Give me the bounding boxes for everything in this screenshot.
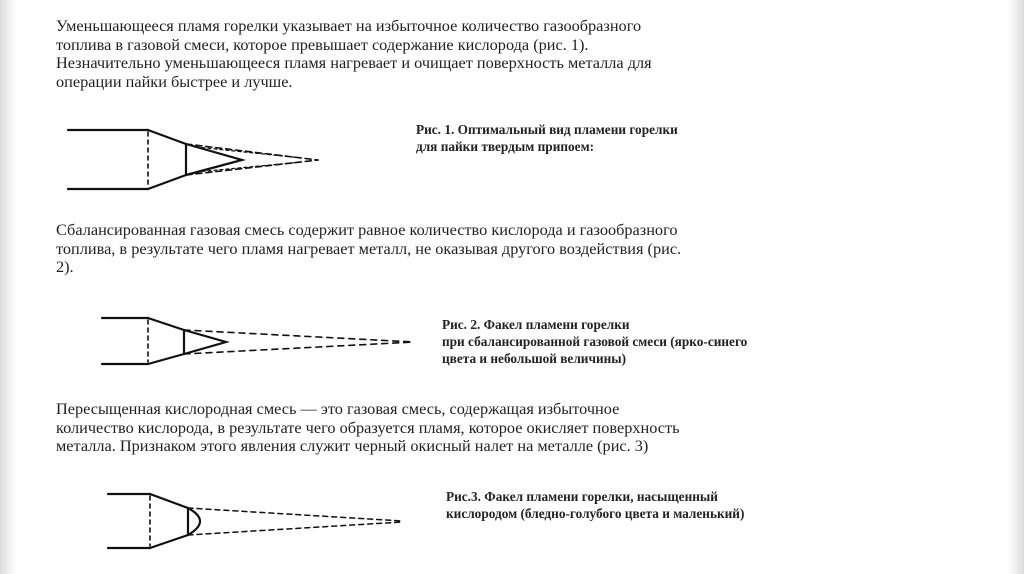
page-edge-shadow-right <box>1008 0 1024 574</box>
torch-nozzle-tip-top <box>148 318 184 330</box>
figure-2-caption: Рис. 2. Факел пламени горелки при сбалансированной газовой смеси (ярко-синего цвета и небольшой величины) <box>442 317 748 366</box>
torch-nozzle-tip-bottom <box>148 175 186 189</box>
figure-2-flame-diagram <box>100 312 420 372</box>
torch-nozzle-tip-bottom <box>148 354 184 364</box>
torch-nozzle-tip-top <box>148 130 186 144</box>
torch-nozzle-tip-top <box>150 494 188 508</box>
flame-envelope-top <box>188 508 402 521</box>
figure-1-flame-diagram <box>66 120 326 200</box>
paragraph-oxidizing-mixture: Пересыщенная кислородная смесь — это газовая смесь, содержащая избыточное количество кислорода, в результате чего образуется пламя, которое окисляет поверхность металла. Признаком этого явления служит черный окисный налет на металле (рис. 3) <box>56 399 680 455</box>
flame-inner-cone <box>188 508 200 535</box>
flame-envelope-bottom <box>188 522 402 535</box>
figure-1-caption: Рис. 1. Оптимальный вид пламени горелки для пайки твердым припоем: <box>416 122 678 154</box>
flame-inner-cone <box>184 330 226 354</box>
page-edge-shadow-left <box>0 0 16 574</box>
paragraph-reducing-flame: Уменьшающееся пламя горелки указывает на избыточное количество газообразного топлива в газовой смеси, которое превышает содержание кислорода (рис. 1). Незначительно уменьшающееся пламя нагревает и очищает поверхность металла для операции пайки быстрее и лучше. <box>56 16 652 91</box>
figure-3-caption: Рис.3. Факел пламени горелки, насыщенный кислородом (бледно-голубого цвета и маленький) <box>446 489 745 521</box>
torch-nozzle-tip-bottom <box>150 535 188 548</box>
paragraph-balanced-mixture: Сбалансированная газовая смесь содержит равное количество кислорода и газообразного топлива, в результате чего пламя нагревает металл, не оказывая другого воздействия (рис. 2). <box>56 220 682 276</box>
figure-3-flame-diagram <box>106 488 426 558</box>
